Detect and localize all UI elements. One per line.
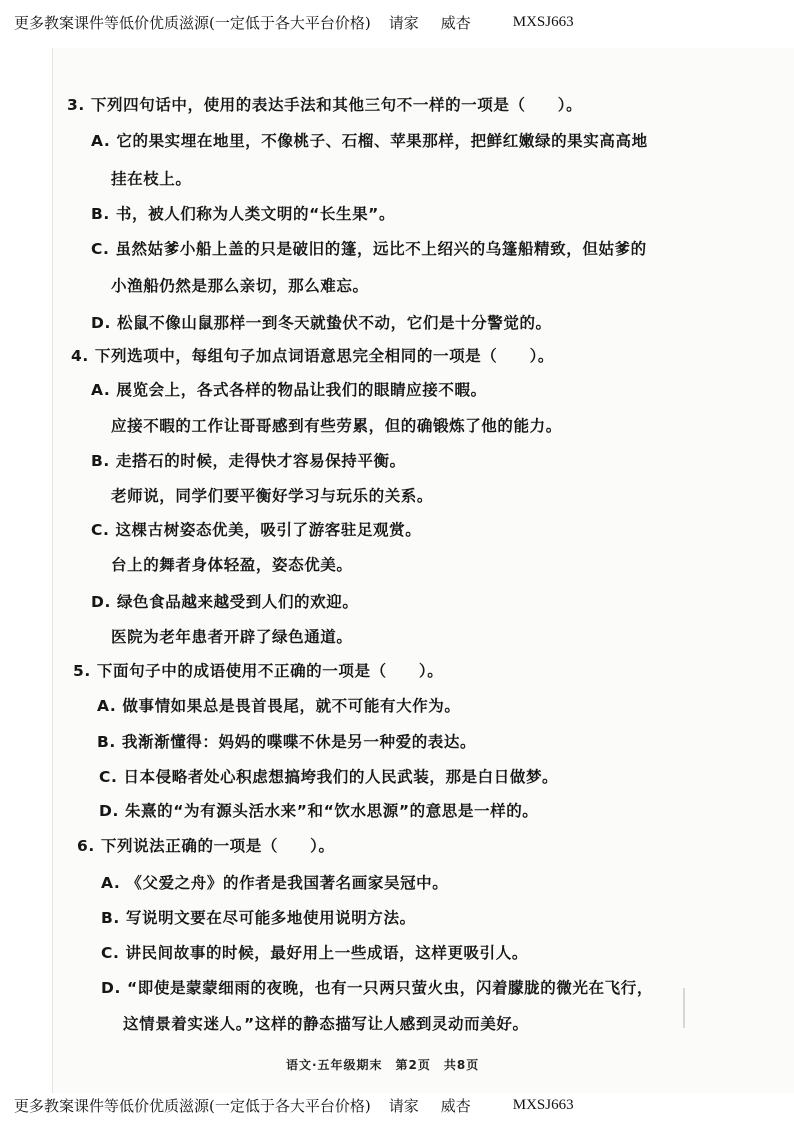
question-4-option-d: D. 绿色食品越来越受到人们的欢迎。 (91, 593, 359, 611)
question-3-option-c: C. 虽然姑爹小船上盖的只是破旧的篷，远比不上绍兴的乌篷船精致，但姑爹的 (91, 240, 647, 258)
question-3-option-b: B. 书，被人们称为人类文明的“长生果”。 (91, 205, 396, 223)
question-3-option-a: A. 它的果实埋在地里，不像桃子、石榴、苹果那样，把鲜红嫩绿的果实高高地 (91, 132, 648, 150)
question-6-option-d: D. “即使是蒙蒙细雨的夜晚，也有一只两只萤火虫，闪着朦胧的微光在飞行， (101, 979, 653, 997)
top-banner (14, 10, 574, 34)
scanned-page (52, 48, 794, 1093)
question-5-option-c: C. 日本侵略者处心积虑想搞垮我们的人民武装，那是白日做梦。 (99, 768, 559, 786)
page-footer: 语文·五年级期末 第2页 共8页 (286, 1058, 480, 1072)
question-5-option-a: A. 做事情如果总是畏首畏尾，就不可能有大作为。 (97, 697, 461, 715)
question-5-stem: 5. 下面句子中的成语使用不正确的一项是（ ）。 (73, 662, 444, 680)
question-4-option-b: B. 走搭石的时候，走得快才容易保持平衡。 (91, 452, 406, 470)
banner-invite: 请家 (388, 13, 419, 32)
question-4-option-a-line2: 应接不暇的工作让哥哥感到有些劳累，但的确锻炼了他的能力。 (111, 417, 562, 435)
question-4-option-b-line2: 老师说，同学们要平衡好学习与玩乐的关系。 (111, 487, 434, 505)
question-4-option-c: C. 这棵古树姿态优美，吸引了游客驻足观赏。 (91, 521, 422, 539)
scan-artifact (683, 988, 685, 1028)
question-5-option-d: D. 朱熹的“为有源头活水来”和“饮水思源”的意思是一样的。 (99, 802, 539, 820)
banner-code: MXSJ663 (512, 13, 574, 30)
question-3-option-c-cont: 小渔船仍然是那么亲切，那么难忘。 (111, 277, 369, 295)
banner-code: MXSJ663 (512, 1096, 574, 1113)
question-6-stem: 6. 下列说法正确的一项是（ ）。 (77, 837, 335, 855)
banner-text: 更多教案课件等低价优质滋源(一定低于各大平台价格) (14, 13, 371, 32)
question-5-option-b: B. 我渐渐懂得：妈妈的喋喋不休是另一种爱的表达。 (97, 733, 477, 751)
question-6-option-b: B. 写说明文要在尽可能多地使用说明方法。 (101, 909, 416, 927)
question-6-option-d-cont: 这情景着实迷人。”这样的静态描写让人感到灵动而美好。 (123, 1015, 529, 1033)
question-3-option-d: D. 松鼠不像山鼠那样一到冬天就蛰伏不动，它们是十分警觉的。 (91, 314, 552, 332)
bottom-banner (14, 1093, 574, 1117)
question-6-option-a: A. 《父爱之舟》的作者是我国著名画家吴冠中。 (101, 874, 449, 892)
banner-name: 威杏 (440, 13, 471, 32)
question-4-option-c-line2: 台上的舞者身体轻盈，姿态优美。 (111, 556, 353, 574)
question-4-option-d-line2: 医院为老年患者开辟了绿色通道。 (111, 628, 353, 646)
question-3-stem: 3. 下列四句话中，使用的表达手法和其他三句不一样的一项是（ ）。 (67, 96, 583, 114)
banner-invite: 请家 (388, 1096, 419, 1115)
question-3-option-a-cont: 挂在枝上。 (111, 170, 192, 188)
banner-text: 更多教案课件等低价优质滋源(一定低于各大平台价格) (14, 1096, 371, 1115)
question-4-option-a: A. 展览会上，各式各样的物品让我们的眼睛应接不暇。 (91, 381, 487, 399)
question-4-stem: 4. 下列选项中，每组句子加点词语意思完全相同的一项是（ ）。 (71, 347, 555, 365)
question-6-option-c: C. 讲民间故事的时候，最好用上一些成语，这样更吸引人。 (101, 944, 528, 962)
banner-name: 威杏 (440, 1096, 471, 1115)
